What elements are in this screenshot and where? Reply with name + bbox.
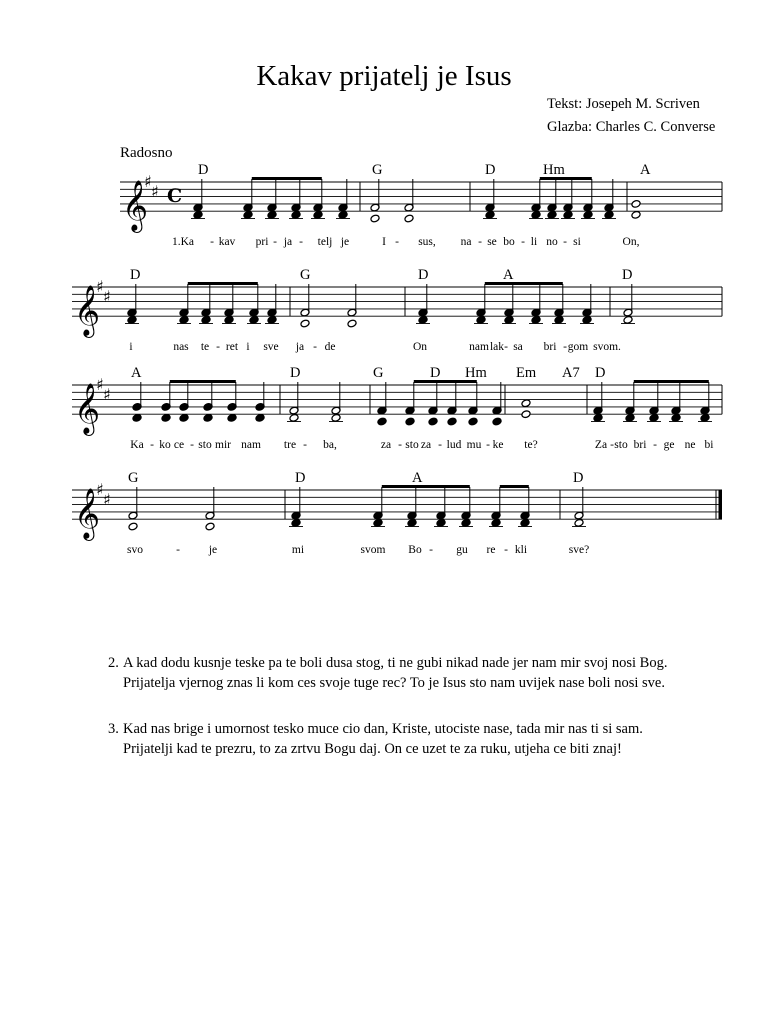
note-head bbox=[377, 417, 387, 426]
note-head bbox=[504, 316, 514, 325]
lyric-syllable: - bbox=[486, 439, 490, 451]
note-beam bbox=[485, 282, 563, 285]
lyric-syllable: i bbox=[246, 341, 250, 353]
staff-system bbox=[72, 277, 722, 338]
note-head bbox=[671, 414, 681, 423]
lyric-syllable: li bbox=[530, 236, 538, 248]
note-head bbox=[531, 211, 541, 220]
note-head bbox=[179, 414, 189, 423]
chord-symbol: G bbox=[373, 365, 384, 381]
lyric-syllable: nam bbox=[241, 439, 261, 451]
chord-symbol: D bbox=[485, 162, 496, 178]
chord-symbol: Em bbox=[516, 365, 537, 381]
lyric-syllable: - bbox=[150, 439, 154, 451]
note-head bbox=[291, 519, 301, 528]
note-head bbox=[267, 211, 277, 220]
note-head bbox=[604, 211, 614, 220]
note-beam bbox=[634, 380, 709, 383]
sharp-icon: ♯ bbox=[144, 172, 152, 191]
note-head bbox=[267, 316, 277, 325]
verse-line: A kad dodu kusnje teske pa te boli dusa stog, ti ne gubi nikad nade jer nam mir svoj nosi Bog. bbox=[123, 655, 668, 671]
chord-symbol: D bbox=[290, 365, 301, 381]
note-head bbox=[700, 414, 710, 423]
lyric-syllable: - bbox=[563, 341, 567, 353]
note-head bbox=[531, 316, 541, 325]
note-head bbox=[407, 519, 417, 528]
note-head bbox=[404, 214, 414, 223]
lyric-syllable: sto bbox=[405, 439, 419, 451]
lyric-syllable: sve bbox=[263, 341, 279, 353]
lyric-syllable: re bbox=[486, 544, 496, 556]
note-head bbox=[205, 522, 215, 531]
tempo-marking: Radosno bbox=[120, 145, 173, 161]
verse-number: 2. bbox=[108, 655, 119, 671]
lyric-syllable: - bbox=[504, 341, 508, 353]
note-head bbox=[631, 211, 641, 220]
note-head bbox=[574, 519, 584, 528]
chord-symbol: Hm bbox=[465, 365, 487, 381]
lyric-syllable: Za bbox=[594, 439, 608, 451]
verse-line: Prijatelja vjernog znas li kom ces svoje tuge rec? To je Isus sto nam uvijek nase boli nosi sve. bbox=[123, 675, 665, 691]
song-title: Kakav prijatelj je Isus bbox=[256, 60, 512, 92]
lyric-syllable: nam bbox=[469, 341, 489, 353]
lyric-syllable: svom bbox=[360, 544, 386, 556]
note-head bbox=[461, 519, 471, 528]
note-head bbox=[593, 414, 603, 423]
lyric-syllable: de bbox=[324, 341, 336, 353]
note-head bbox=[623, 316, 633, 325]
lyric-syllable: On bbox=[412, 341, 428, 353]
lyric-syllable: Ka bbox=[130, 439, 144, 451]
verse-line: Kad nas brige i umornost tesko muce cio dan, Kriste, utociste nase, tada mir nas ti si sam. bbox=[123, 721, 643, 737]
lyric-syllable: - bbox=[216, 341, 220, 353]
lyric-syllable: ja bbox=[295, 341, 305, 353]
lyric-syllable: svo bbox=[127, 544, 143, 556]
note-head bbox=[201, 316, 211, 325]
chord-symbol: D bbox=[430, 365, 441, 381]
staff-system bbox=[120, 172, 722, 233]
lyric-syllable: - bbox=[610, 439, 614, 451]
note-head bbox=[224, 316, 234, 325]
note-beam bbox=[500, 485, 529, 488]
lyric-syllable: 1.Ka bbox=[171, 236, 195, 248]
note-head bbox=[428, 417, 438, 426]
note-head bbox=[203, 414, 213, 423]
lyric-syllable: na bbox=[460, 236, 472, 248]
note-head bbox=[547, 211, 557, 220]
lyricist-credit: Tekst: Josepeh M. Scriven bbox=[547, 96, 700, 112]
chord-symbol: D bbox=[595, 365, 606, 381]
note-head bbox=[491, 519, 501, 528]
lyric-syllable: bri bbox=[633, 439, 647, 451]
chord-symbol: G bbox=[372, 162, 383, 178]
chord-symbol: G bbox=[300, 267, 311, 283]
lyric-syllable: - bbox=[563, 236, 567, 248]
lyric-syllable: - bbox=[273, 236, 277, 248]
lyric-syllable: ce bbox=[173, 439, 185, 451]
lyric-syllable: mir bbox=[215, 439, 231, 451]
lyric-syllable: - bbox=[429, 544, 433, 556]
note-head bbox=[128, 522, 138, 531]
lyric-syllable: je bbox=[340, 236, 350, 248]
lyric-syllable: sto bbox=[614, 439, 628, 451]
lyric-syllable: ko bbox=[159, 439, 171, 451]
lyric-syllable: sto bbox=[198, 439, 212, 451]
note-head bbox=[625, 414, 635, 423]
verse-2 bbox=[108, 653, 667, 693]
chord-symbol: Hm bbox=[543, 162, 565, 178]
lyric-syllable: bri bbox=[543, 341, 557, 353]
sharp-icon: ♯ bbox=[96, 277, 104, 296]
note-head bbox=[370, 214, 380, 223]
lyric-syllable: te? bbox=[524, 439, 538, 451]
note-head bbox=[554, 316, 564, 325]
lyric-syllable: no bbox=[546, 236, 558, 248]
lyric-syllable: - bbox=[176, 544, 180, 556]
chord-symbol: D bbox=[295, 470, 306, 486]
chord-symbol: A bbox=[412, 470, 423, 486]
lyric-syllable: - bbox=[398, 439, 402, 451]
note-head bbox=[132, 414, 142, 423]
staff-system bbox=[72, 375, 722, 436]
note-beam bbox=[252, 177, 322, 180]
lyric-syllable: gom bbox=[567, 341, 589, 353]
chord-symbol: D bbox=[573, 470, 584, 486]
note-head bbox=[521, 410, 531, 419]
lyric-syllable: za bbox=[420, 439, 432, 451]
note-head bbox=[338, 211, 348, 220]
note-head bbox=[373, 519, 383, 528]
lyric-syllable: kav bbox=[218, 236, 236, 248]
lyric-syllable: sus, bbox=[418, 236, 436, 248]
lyric-syllable: telj bbox=[317, 236, 333, 248]
note-head bbox=[583, 211, 593, 220]
treble-clef-icon: 𝄞 bbox=[122, 180, 149, 232]
note-head bbox=[243, 211, 253, 220]
note-head bbox=[476, 316, 486, 325]
lyric-syllable: ja bbox=[283, 236, 293, 248]
lyric-syllable: - bbox=[313, 341, 317, 353]
chord-symbol: D bbox=[198, 162, 209, 178]
lyric-syllable: ge bbox=[663, 439, 675, 451]
chord-symbol: A bbox=[131, 365, 142, 381]
note-head bbox=[161, 414, 171, 423]
lyric-syllable: tre bbox=[283, 439, 297, 451]
lyric-syllable: lud bbox=[446, 439, 462, 451]
note-head bbox=[289, 414, 299, 423]
note-head bbox=[563, 211, 573, 220]
sharp-icon: ♯ bbox=[96, 375, 104, 394]
sharp-icon: ♯ bbox=[103, 287, 111, 306]
lyric-syllable: si bbox=[573, 236, 581, 248]
chord-symbol: G bbox=[128, 470, 139, 486]
sharp-icon: ♯ bbox=[151, 182, 159, 201]
note-head bbox=[582, 316, 592, 325]
treble-clef-icon: 𝄞 bbox=[74, 488, 101, 540]
verse-number: 3. bbox=[108, 721, 119, 737]
lyric-syllable: je bbox=[208, 544, 218, 556]
note-head bbox=[649, 414, 659, 423]
lyric-syllable: - bbox=[395, 236, 399, 248]
note-head bbox=[193, 211, 203, 220]
note-beam bbox=[382, 485, 470, 488]
note-head bbox=[255, 414, 265, 423]
final-barline bbox=[719, 490, 723, 519]
chord-symbol: A7 bbox=[562, 365, 580, 381]
lyric-syllable: - bbox=[299, 236, 303, 248]
note-beam bbox=[188, 282, 258, 285]
lyric-syllable: - bbox=[303, 439, 307, 451]
note-head bbox=[405, 417, 415, 426]
note-head bbox=[631, 200, 641, 209]
lyric-syllable: za bbox=[380, 439, 392, 451]
note-head bbox=[313, 211, 323, 220]
lyric-syllable: kli bbox=[514, 544, 528, 556]
sharp-icon: ♯ bbox=[103, 490, 111, 509]
lyric-syllable: sa bbox=[513, 341, 523, 353]
note-head bbox=[485, 211, 495, 220]
chord-symbol: D bbox=[418, 267, 429, 283]
lyric-syllable: - bbox=[438, 439, 442, 451]
lyric-syllable: bi bbox=[704, 439, 714, 451]
note-head bbox=[331, 414, 341, 423]
chord-symbol: A bbox=[640, 162, 651, 178]
lyric-syllable: - bbox=[521, 236, 525, 248]
lyric-syllable: Bo bbox=[408, 544, 422, 556]
chord-symbol: D bbox=[130, 267, 141, 283]
lyric-syllable: nas bbox=[173, 341, 189, 353]
note-head bbox=[291, 211, 301, 220]
lyric-syllable: gu bbox=[456, 544, 468, 556]
lyric-syllable: mu bbox=[466, 439, 482, 451]
note-head bbox=[520, 519, 530, 528]
staff-system bbox=[72, 480, 722, 541]
note-head bbox=[347, 319, 357, 328]
lyric-syllable: te bbox=[200, 341, 210, 353]
lyric-syllable: se bbox=[487, 236, 497, 248]
note-beam bbox=[170, 380, 236, 383]
lyric-syllable: pri bbox=[255, 236, 269, 248]
note-head bbox=[468, 417, 478, 426]
sharp-icon: ♯ bbox=[96, 480, 104, 499]
treble-clef-icon: 𝄞 bbox=[74, 285, 101, 337]
lyric-syllable: - bbox=[504, 544, 508, 556]
note-head bbox=[300, 319, 310, 328]
note-head bbox=[249, 316, 259, 325]
chord-symbol: A bbox=[503, 267, 514, 283]
lyric-syllable: i bbox=[129, 341, 133, 353]
lyric-syllable: bo bbox=[503, 236, 515, 248]
note-head bbox=[492, 417, 502, 426]
lyric-syllable: lak bbox=[489, 341, 505, 353]
note-head bbox=[418, 316, 428, 325]
lyric-syllable: ba, bbox=[323, 439, 337, 451]
verse-line: Prijatelji kad te prezru, to za zrtvu Bogu daj. On ce uzet te za ruku, utjeha ce biti znaj! bbox=[123, 741, 622, 757]
lyric-syllable: - bbox=[190, 439, 194, 451]
treble-clef-icon: 𝄞 bbox=[74, 383, 101, 435]
note-head bbox=[227, 414, 237, 423]
time-signature-icon: C bbox=[167, 185, 183, 207]
lyric-syllable: ret bbox=[225, 341, 239, 353]
lyric-syllable: - bbox=[653, 439, 657, 451]
lyric-syllable: - bbox=[210, 236, 214, 248]
note-head bbox=[179, 316, 189, 325]
lyric-syllable: ne bbox=[684, 439, 696, 451]
lyric-syllable: ke bbox=[492, 439, 504, 451]
note-head bbox=[127, 316, 137, 325]
lyric-syllable: svom. bbox=[593, 341, 621, 353]
lyric-syllable: - bbox=[478, 236, 482, 248]
note-head bbox=[436, 519, 446, 528]
lyric-syllable: mi bbox=[291, 544, 305, 556]
lyric-syllable: On, bbox=[622, 236, 640, 248]
verse-3 bbox=[108, 719, 643, 759]
sharp-icon: ♯ bbox=[103, 385, 111, 404]
note-head bbox=[447, 417, 457, 426]
lyric-syllable: sve? bbox=[568, 544, 590, 556]
composer-credit: Glazba: Charles C. Converse bbox=[547, 119, 716, 135]
lyric-syllable: I bbox=[382, 236, 386, 248]
note-head bbox=[521, 399, 531, 408]
chord-symbol: D bbox=[622, 267, 633, 283]
